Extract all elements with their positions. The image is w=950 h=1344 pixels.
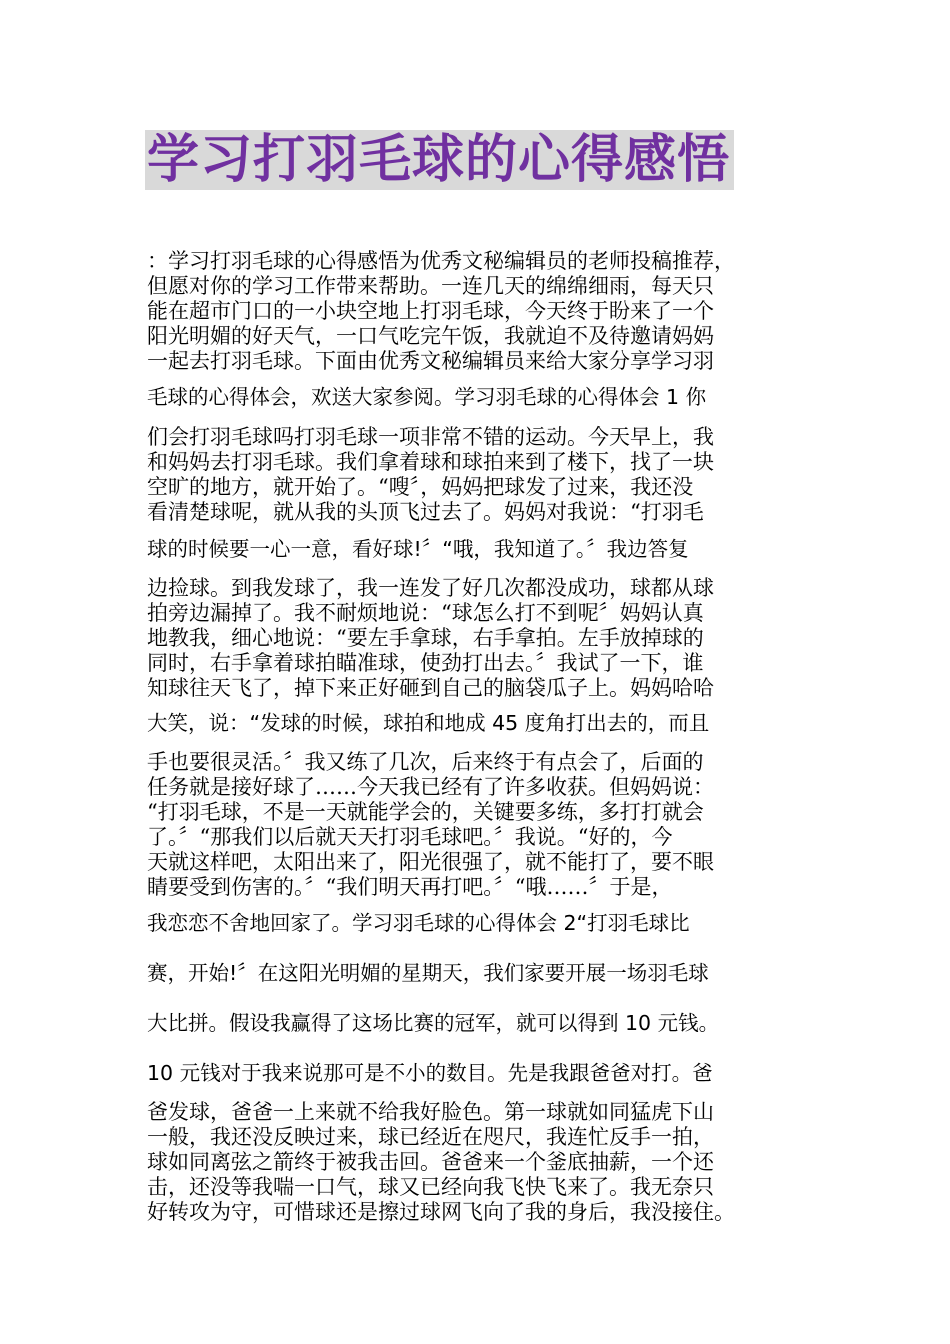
body-line: 大比拼。假设我赢得了这场比赛的冠军，就可以得到 10 元钱。 bbox=[147, 1011, 720, 1035]
body-line: 一起去打羽毛球。下面由优秀文秘编辑员来给大家分享学习羽 bbox=[147, 349, 714, 373]
body-line: 拍旁边漏掉了。我不耐烦地说：“球怎么打不到呢〞妈妈认真 bbox=[147, 601, 704, 625]
body-line: 10 元钱对于我来说那可是不小的数目。先是我跟爸爸对打。爸 bbox=[147, 1061, 713, 1085]
body-line: 看清楚球呢，就从我的头顶飞过去了。妈妈对我说：“打羽毛 bbox=[147, 500, 704, 524]
body-line: 知球往天飞了，掉下来正好砸到自己的脑袋瓜子上。妈妈哈哈 bbox=[147, 676, 714, 700]
body-line: “打羽毛球，不是一天就能学会的，关键要多练，多打打就会 bbox=[147, 800, 704, 824]
body-line: 爸发球，爸爸一上来就不给我好脸色。第一球就如同猛虎下山 bbox=[147, 1100, 714, 1124]
body-line: 一般，我还没反映过来，球已经近在咫尺，我连忙反手一拍， bbox=[147, 1125, 714, 1149]
body-line: 球的时候要一心一意，看好球!〞“哦，我知道了。〞我边答复 bbox=[147, 537, 689, 561]
body-line: 任务就是接好球了……今天我已经有了许多收获。但妈妈说： bbox=[147, 775, 714, 799]
body-line: 同时，右手拿着球拍瞄准球，使劲打出去。〞我试了一下，谁 bbox=[147, 651, 704, 675]
body-line: 了。〞“那我们以后就天天打羽毛球吧。〞我说。“好的，今 bbox=[147, 825, 673, 849]
body-line: 边捡球。到我发球了，我一连发了好几次都没成功，球都从球 bbox=[147, 576, 714, 600]
body-line: 们会打羽毛球吗打羽毛球一项非常不错的运动。今天早上，我 bbox=[147, 425, 714, 449]
body-line: ：学习打羽毛球的心得感悟为优秀文秘编辑员的老师投稿推荐， bbox=[147, 249, 735, 273]
body-line: 天就这样吧，太阳出来了，阳光很强了，就不能打了，要不眼 bbox=[147, 850, 714, 874]
body-line: 我恋恋不舍地回家了。学习羽毛球的心得体会 2“打羽毛球比 bbox=[147, 911, 690, 935]
body-line: 地教我，细心地说：“要左手拿球，右手拿拍。左手放掉球的 bbox=[147, 626, 704, 650]
body-line: 和妈妈去打羽毛球。我们拿着球和球拍来到了楼下，找了一块 bbox=[147, 450, 714, 474]
body-line: 空旷的地方，就开始了。“嗖〞，妈妈把球发了过来，我还没 bbox=[147, 475, 694, 499]
body-line: 击，还没等我喘一口气，球又已经向我飞快飞来了。我无奈只 bbox=[147, 1175, 714, 1199]
body-line: 赛，开始!〞在这阳光明媚的星期天，我们家要开展一场羽毛球 bbox=[147, 961, 709, 985]
body-line: 但愿对你的学习工作带来帮助。一连几天的绵绵细雨，每天只 bbox=[147, 274, 714, 298]
document-title: 学习打羽毛球的心得感悟 bbox=[145, 130, 734, 190]
body-line: 好转攻为守，可惜球还是擦过球网飞向了我的身后，我没接住。 bbox=[147, 1200, 735, 1224]
body-line: 能在超市门口的一小块空地上打羽毛球，今天终于盼来了一个 bbox=[147, 299, 714, 323]
body-line: 大笑，说：“发球的时候，球拍和地成 45 度角打出去的，而且 bbox=[147, 711, 710, 735]
body-line: 手也要很灵活。〞我又练了几次，后来终于有点会了，后面的 bbox=[147, 750, 704, 774]
body-line: 毛球的心得体会，欢送大家参阅。学习羽毛球的心得体会 1 你 bbox=[147, 385, 707, 409]
body-line: 球如同离弦之箭终于被我击回。爸爸来一个釜底抽薪，一个还 bbox=[147, 1150, 714, 1174]
body-line: 睛要受到伤害的。〞“我们明天再打吧。〞“哦……〞于是， bbox=[147, 875, 673, 899]
body-line: 阳光明媚的好天气，一口气吃完午饭，我就迫不及待邀请妈妈 bbox=[147, 324, 714, 348]
